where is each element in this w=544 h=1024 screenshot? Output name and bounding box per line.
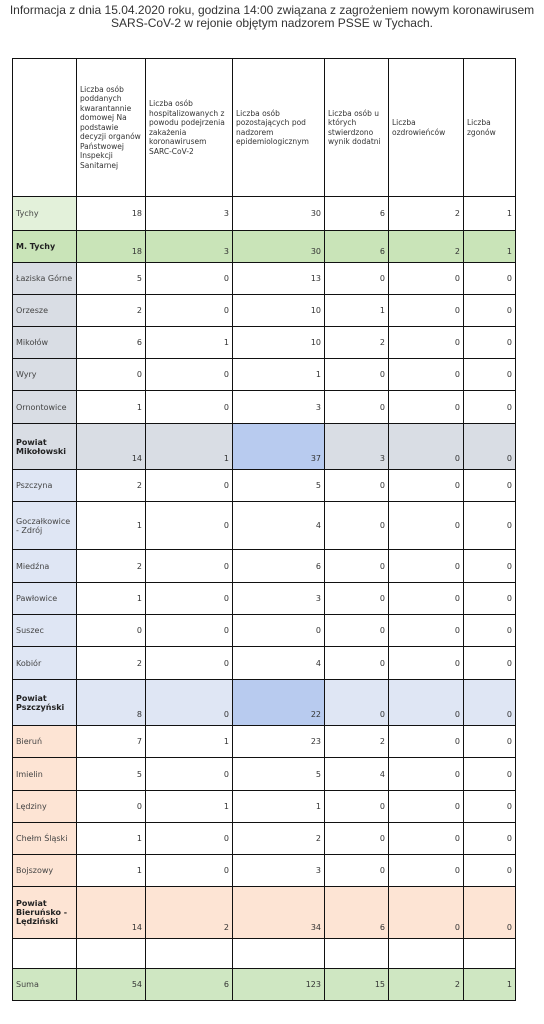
table-row (13, 887, 516, 939)
row-value: 0 (464, 726, 516, 758)
table-row (13, 470, 516, 502)
row-value: 0 (77, 359, 146, 391)
row-name: Orzesze (13, 295, 77, 327)
row-value: 0 (146, 647, 233, 680)
row-name: Powiat Mikołowski (13, 424, 77, 470)
row-value: 0 (146, 583, 233, 615)
header-corner (13, 59, 77, 197)
row-value: 0 (464, 647, 516, 680)
row-value: 1 (325, 295, 389, 327)
row-value: 0 (146, 855, 233, 887)
row-value: 0 (325, 680, 389, 726)
title-line-1: Informacja z dnia 15.04.2020 roku, godzina 14:00 związana z zagrożeniem nowym koronawirusem (9, 3, 535, 17)
row-value: 0 (389, 391, 464, 424)
row-name: Ornontowice (13, 391, 77, 424)
table-row (13, 550, 516, 583)
row-value: 0 (146, 758, 233, 791)
row-value: 1 (146, 424, 233, 470)
table-row (13, 726, 516, 758)
row-value: 5 (77, 263, 146, 295)
row-value: 0 (146, 550, 233, 583)
row-value: 0 (464, 295, 516, 327)
row-value: 7 (77, 726, 146, 758)
row-value: 0 (464, 615, 516, 647)
row-name: Powiat Bieruńsko - Lędziński (13, 887, 77, 939)
row-value: 0 (464, 823, 516, 855)
row-value: 0 (464, 680, 516, 726)
table-row (13, 823, 516, 855)
row-value: 0 (389, 550, 464, 583)
row-value: 0 (325, 470, 389, 502)
row-value: 2 (325, 327, 389, 359)
spacer-row (13, 939, 516, 969)
row-value: 1 (464, 197, 516, 231)
row-value: 0 (464, 583, 516, 615)
row-value: 4 (233, 647, 325, 680)
row-name: M. Tychy (13, 231, 77, 263)
covid-statistics-table (12, 58, 516, 1001)
row-value: 0 (464, 791, 516, 823)
row-name: Chełm Śląski (13, 823, 77, 855)
row-name: Tychy (13, 197, 77, 231)
row-value: 2 (389, 969, 464, 1001)
table-row (13, 855, 516, 887)
row-value: 0 (389, 680, 464, 726)
row-value: 0 (389, 823, 464, 855)
row-value: 0 (389, 263, 464, 295)
table-row (13, 647, 516, 680)
row-name: Goczałkowice - Zdrój (13, 502, 77, 550)
row-name: Miedźna (13, 550, 77, 583)
row-value: 0 (389, 887, 464, 939)
row-value: 0 (389, 359, 464, 391)
row-value: 0 (146, 502, 233, 550)
row-value (233, 939, 325, 969)
row-value: 0 (389, 791, 464, 823)
row-value: 3 (233, 583, 325, 615)
row-name: Pawłowice (13, 583, 77, 615)
table-row (13, 791, 516, 823)
row-value: 1 (146, 327, 233, 359)
column-header: Liczba osób poddanych kwarantannie domowej Na podstawie decyzji organów Państwowej Inspekcji Sanitarnej (77, 59, 146, 197)
row-name: Bieruń (13, 726, 77, 758)
row-value: 6 (325, 197, 389, 231)
row-value: 18 (77, 197, 146, 231)
row-value: 2 (77, 647, 146, 680)
row-name: Mikołów (13, 327, 77, 359)
row-value: 0 (389, 615, 464, 647)
row-value (464, 939, 516, 969)
table-row (13, 502, 516, 550)
row-value: 22 (233, 680, 325, 726)
row-value: 1 (233, 359, 325, 391)
row-value: 0 (325, 647, 389, 680)
row-value: 1 (77, 502, 146, 550)
table-row (13, 263, 516, 295)
row-name (13, 939, 77, 969)
row-value: 15 (325, 969, 389, 1001)
column-header: Liczba osób hospitalizowanych z powodu podejrzenia zakażenia koronawirusem SARC-CoV-2 (146, 59, 233, 197)
row-value: 34 (233, 887, 325, 939)
row-name: Suszec (13, 615, 77, 647)
row-value: 0 (77, 615, 146, 647)
table-row (13, 424, 516, 470)
table-row (13, 680, 516, 726)
column-header: Liczba osób u których stwierdzono wynik dodatni (325, 59, 389, 197)
row-value: 0 (146, 470, 233, 502)
row-value: 123 (233, 969, 325, 1001)
table-row (13, 197, 516, 231)
row-value: 0 (325, 583, 389, 615)
table-row (13, 758, 516, 791)
row-value: 18 (77, 231, 146, 263)
row-value: 0 (464, 887, 516, 939)
row-value: 0 (464, 327, 516, 359)
row-value: 1 (146, 791, 233, 823)
row-value: 0 (146, 391, 233, 424)
row-value: 14 (77, 424, 146, 470)
row-value: 0 (325, 359, 389, 391)
row-value: 2 (77, 295, 146, 327)
row-value: 30 (233, 197, 325, 231)
row-name: Lędziny (13, 791, 77, 823)
row-value (389, 939, 464, 969)
row-value: 0 (464, 855, 516, 887)
row-value: 6 (233, 550, 325, 583)
column-header: Liczba osób pozostających pod nadzorem epidemiologicznym (233, 59, 325, 197)
row-value: 0 (77, 791, 146, 823)
row-value: 2 (325, 726, 389, 758)
title-line-2: SARS-CoV-2 w rejonie objętym nadzorem PSSE w Tychach. (111, 16, 433, 30)
header-row (13, 59, 516, 197)
row-value: 6 (325, 887, 389, 939)
row-name: Bojszowy (13, 855, 77, 887)
row-value: 0 (389, 502, 464, 550)
total-row (13, 969, 516, 1001)
row-value: 0 (464, 263, 516, 295)
row-value: 0 (389, 726, 464, 758)
row-value: 0 (146, 823, 233, 855)
row-name: Suma (13, 969, 77, 1001)
row-value: 0 (464, 424, 516, 470)
row-value: 3 (146, 197, 233, 231)
row-value: 4 (233, 502, 325, 550)
row-value: 2 (389, 231, 464, 263)
row-value (325, 939, 389, 969)
row-value: 3 (233, 855, 325, 887)
row-value: 0 (389, 855, 464, 887)
row-name: Pszczyna (13, 470, 77, 502)
row-value: 14 (77, 887, 146, 939)
page-title (0, 4, 544, 30)
row-value: 0 (389, 424, 464, 470)
row-value: 0 (389, 327, 464, 359)
row-value: 0 (464, 391, 516, 424)
row-value: 0 (389, 295, 464, 327)
row-value: 0 (325, 615, 389, 647)
row-value: 0 (325, 855, 389, 887)
row-value: 1 (146, 726, 233, 758)
row-value: 0 (146, 359, 233, 391)
row-value: 1 (77, 391, 146, 424)
row-value: 23 (233, 726, 325, 758)
row-value: 3 (146, 231, 233, 263)
row-value: 3 (233, 391, 325, 424)
row-value: 2 (389, 197, 464, 231)
row-value: 0 (325, 502, 389, 550)
row-value (77, 939, 146, 969)
row-value: 1 (77, 823, 146, 855)
row-value: 0 (233, 615, 325, 647)
row-value: 2 (77, 550, 146, 583)
row-value: 10 (233, 327, 325, 359)
column-header: Liczba ozdrowieńców (389, 59, 464, 197)
table-row (13, 359, 516, 391)
table-row (13, 391, 516, 424)
row-value: 0 (389, 647, 464, 680)
row-value: 0 (325, 391, 389, 424)
row-value (146, 939, 233, 969)
row-value: 8 (77, 680, 146, 726)
row-value: 1 (233, 791, 325, 823)
row-value: 6 (77, 327, 146, 359)
row-value: 5 (233, 758, 325, 791)
column-header: Liczba zgonów (464, 59, 516, 197)
row-value: 13 (233, 263, 325, 295)
row-value: 6 (325, 231, 389, 263)
row-value: 2 (233, 823, 325, 855)
row-value: 0 (325, 791, 389, 823)
row-value: 0 (325, 263, 389, 295)
row-value: 5 (233, 470, 325, 502)
row-value: 0 (146, 615, 233, 647)
row-value: 37 (233, 424, 325, 470)
row-value: 0 (464, 550, 516, 583)
row-value: 1 (464, 231, 516, 263)
row-name: Imielin (13, 758, 77, 791)
row-value: 0 (464, 758, 516, 791)
row-value: 3 (325, 424, 389, 470)
row-value: 5 (77, 758, 146, 791)
row-name: Łaziska Górne (13, 263, 77, 295)
table-row (13, 295, 516, 327)
row-value: 0 (464, 502, 516, 550)
row-value: 0 (146, 263, 233, 295)
row-value: 0 (146, 295, 233, 327)
row-value: 0 (464, 359, 516, 391)
row-value: 4 (325, 758, 389, 791)
row-value: 1 (464, 969, 516, 1001)
row-value: 2 (77, 470, 146, 502)
row-value: 0 (389, 758, 464, 791)
row-name: Kobiór (13, 647, 77, 680)
row-value: 0 (146, 680, 233, 726)
row-value: 0 (389, 470, 464, 502)
row-value: 2 (146, 887, 233, 939)
table-row (13, 583, 516, 615)
row-value: 1 (77, 583, 146, 615)
table-row (13, 615, 516, 647)
row-value: 0 (389, 583, 464, 615)
row-value: 0 (464, 470, 516, 502)
row-value: 0 (325, 823, 389, 855)
row-value: 0 (325, 550, 389, 583)
row-name: Wyry (13, 359, 77, 391)
table-row (13, 231, 516, 263)
row-name: Powiat Pszczyński (13, 680, 77, 726)
table-row (13, 327, 516, 359)
row-value: 6 (146, 969, 233, 1001)
row-value: 54 (77, 969, 146, 1001)
row-value: 30 (233, 231, 325, 263)
row-value: 1 (77, 855, 146, 887)
row-value: 10 (233, 295, 325, 327)
